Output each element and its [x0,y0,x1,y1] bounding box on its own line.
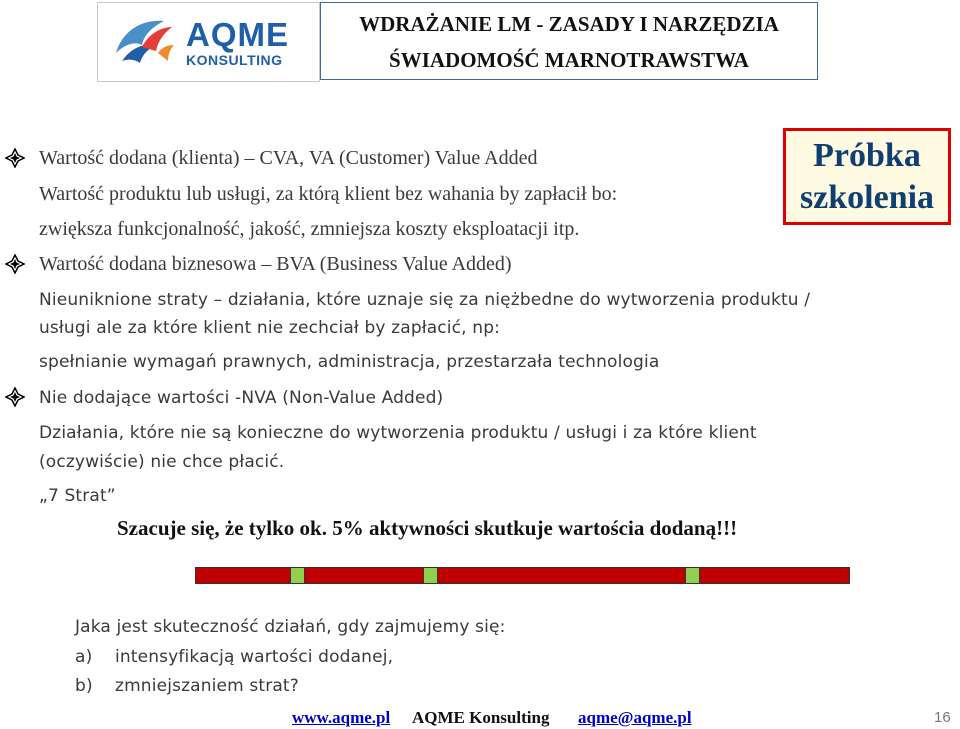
badge-line-2: szkolenia [799,179,935,216]
bva-examples: spełnianie wymagań prawnych, administracja, przestarzała technologia [39,352,660,372]
value-added-segment [685,568,700,583]
page-number: 16 [934,709,951,726]
slide-title-box [320,2,818,80]
bva-description-line-1: Nieuniknione straty – działania, które uznaje się za niężbedne do wytworzenia produktu / [39,290,811,310]
option-a-marker: a) [75,647,93,667]
cva-description-line-2: zwiększa funkcjonalność, jakość, zmniejsza koszty eksploatacji itp. [39,218,580,240]
value-added-segment [423,568,438,583]
value-added-bar [195,567,850,584]
nva-description-line-1: Działania, które nie są konieczne do wytworzenia produktu / usługi i za które klient [39,423,757,443]
cva-description-line-1: Wartość produktu lub usługi, za którą klient bez wahania by zapłacił bo: [39,183,618,205]
seven-wastes-label: „7 Strat” [39,486,116,506]
email-link[interactable]: aqme@aqme.pl [578,708,692,727]
option-b-marker: b) [75,676,93,696]
cva-heading: Wartość dodana (klienta) – CVA, VA (Customer) Value Added [39,147,538,169]
option-a-text: intensyfikacją wartości dodanej, [115,647,394,667]
diamond-bullet-icon [5,387,25,407]
footer-company: AQME Konsulting [412,708,550,727]
value-added-segment [290,568,305,583]
slide-title: WDRAŻANIE LM - ZASADY I NARZĘDZIA [359,12,779,36]
nva-heading: Nie dodające wartości -NVA (Non-Value Added) [39,388,444,408]
company-logo [97,2,320,82]
effectiveness-question: Jaka jest skuteczność działań, gdy zajmujemy się: [75,617,506,637]
slide-subtitle: ŚWIADOMOŚĆ MARNOTRAWSTWA [389,48,749,72]
logo-subtitle-text: KONSULTING [186,52,283,68]
diamond-bullet-icon [5,254,25,274]
badge-line-1: Próbka [813,137,921,174]
option-b-text: zmniejszaniem strat? [115,676,299,696]
sample-badge [783,128,951,225]
nva-description-line-2: (oczywiście) nie chce płacić. [39,452,285,472]
bva-description-line-2: usługi ale za które klient nie zechciał by zapłacić, np: [39,318,501,338]
value-added-highlight: Szacuje się, że tylko ok. 5% aktywności skutkuje wartościa dodaną!!! [117,516,738,540]
diamond-bullet-icon [5,148,25,168]
aqme-logo-icon [112,13,176,71]
website-link[interactable]: www.aqme.pl [292,708,391,727]
logo-brand-text: AQME [186,16,289,53]
bva-heading: Wartość dodana biznesowa – BVA (Business Value Added) [39,253,512,275]
